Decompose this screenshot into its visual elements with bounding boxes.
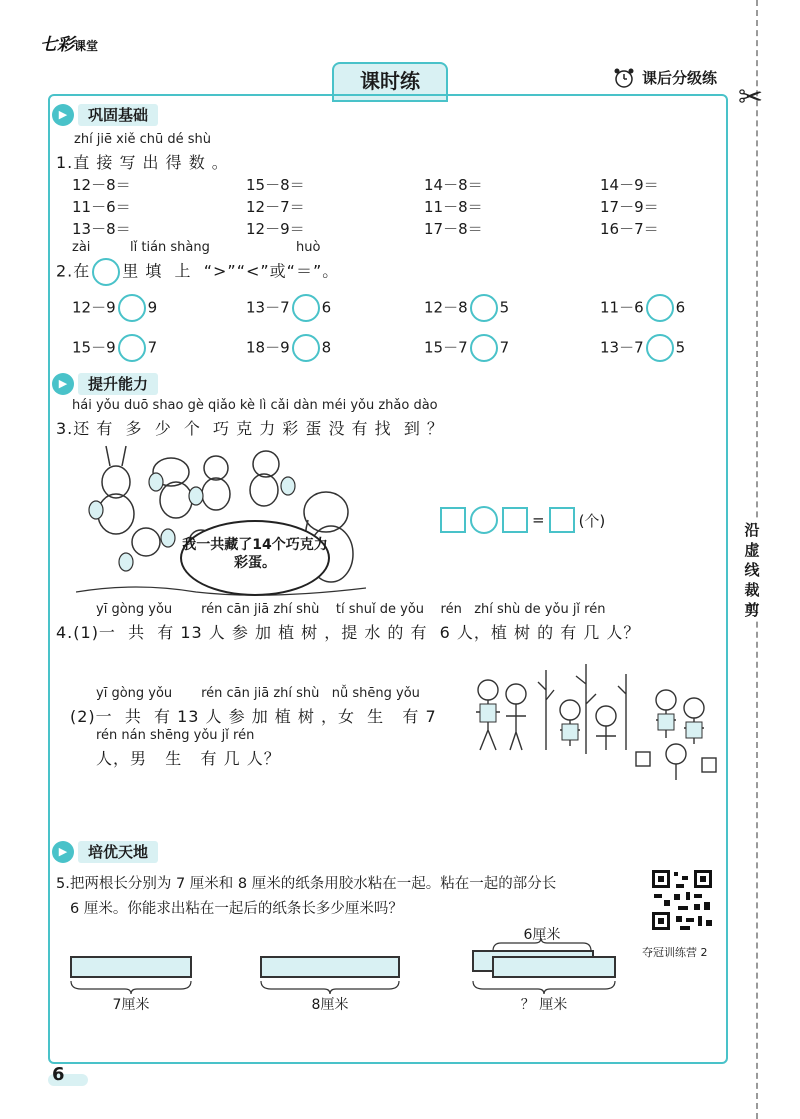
compare-right: 7	[499, 338, 510, 357]
compare-left: 12－9	[72, 298, 116, 317]
strip-8cm	[260, 956, 400, 978]
compare-right: 8	[321, 338, 332, 357]
q2-pinyin: zài	[72, 240, 91, 255]
qr-code-icon[interactable]	[650, 868, 714, 932]
compare-item	[72, 294, 157, 322]
q1-item: 14－9＝	[600, 176, 659, 194]
strip-combined-bottom	[492, 956, 616, 978]
tiered-practice-label	[612, 66, 717, 90]
q1-item: 13－8＝	[72, 220, 131, 238]
section-label: 提升能力	[78, 373, 158, 395]
q4b-pinyin: yī gòng yǒu rén cān jiā zhí shù nǚ shēng yǒu	[96, 686, 420, 701]
q1-item: 12－8＝	[72, 176, 131, 194]
compare-left: 11－6	[600, 298, 644, 317]
compare-right: 5	[675, 338, 686, 357]
unit-label: (个)	[578, 511, 606, 530]
q1-item: 16－7＝	[600, 220, 659, 238]
q2-prompt	[56, 258, 339, 286]
answer-circle-sample	[92, 258, 120, 286]
operator-circle[interactable]	[470, 506, 498, 534]
q4c-pinyin: rén nán shēng yǒu jǐ rén	[96, 728, 255, 743]
compare-item	[600, 334, 685, 362]
alarm-clock-icon	[612, 66, 636, 90]
compare-circle[interactable]	[118, 334, 146, 362]
q1-item: 11－8＝	[424, 198, 483, 216]
section-header-advanced	[52, 840, 158, 864]
q2-suffix: 里 填 上 “>”“<”或“＝”。	[122, 261, 340, 281]
tree-planting-illustration	[466, 660, 722, 784]
q2-pinyin: lǐ tián shàng	[130, 240, 210, 255]
compare-item	[72, 334, 157, 362]
compare-item	[424, 334, 509, 362]
speech-bubble	[180, 520, 330, 596]
tiered-label-text: 课后分级练	[642, 69, 718, 87]
compare-item	[600, 294, 685, 322]
compare-circle[interactable]	[292, 334, 320, 362]
compare-circle[interactable]	[646, 294, 674, 322]
section-header-ability	[52, 372, 158, 396]
bubble-text: 我一共藏了14个巧克力彩蛋。	[182, 537, 328, 571]
compare-left: 15－9	[72, 338, 116, 357]
strip-8cm-label: 8厘米	[311, 997, 349, 1013]
compare-circle[interactable]	[292, 294, 320, 322]
compare-right: 6	[675, 298, 686, 317]
answer-box[interactable]	[549, 507, 575, 533]
play-icon: ▶	[52, 104, 74, 126]
qr-caption: 夺冠训练营 2	[642, 946, 708, 959]
section-label: 培优天地	[78, 841, 158, 863]
page-number: 6	[52, 1064, 65, 1085]
q5-prompt-line1: 5.把两根长分别为 7 厘米和 8 厘米的纸条用胶水粘在一起。粘在一起的部分长	[56, 876, 557, 892]
q3-prompt: 3.还 有 多 少 个 巧 克 力 彩 蛋 没 有 找 到 ？	[56, 419, 444, 438]
q2-pinyin: huò	[296, 240, 321, 255]
compare-left: 13－7	[246, 298, 290, 317]
q1-item: 17－8＝	[424, 220, 483, 238]
q1-item: 17－9＝	[600, 198, 659, 216]
q4a-prompt: 4.(1)一 共 有 13 人 参 加 植 树 ，提 水 的 有 6 人，植 树 的 有 几 人？	[56, 623, 641, 642]
q1-prompt: 1.直 接 写 出 得 数 。	[56, 153, 229, 172]
compare-left: 12－8	[424, 298, 468, 317]
compare-item	[424, 294, 509, 322]
compare-left: 18－9	[246, 338, 290, 357]
brand-logo	[40, 30, 98, 55]
q4a-pinyin: yī gòng yǒu rén cān jiā zhí shù tí shuǐ de yǒu rén zhí shù de yǒu jǐ rén	[96, 602, 606, 617]
brand-name: 七彩	[40, 35, 74, 55]
scissors-icon: ✂	[738, 80, 764, 115]
q1-item: 14－8＝	[424, 176, 483, 194]
compare-circle[interactable]	[470, 294, 498, 322]
compare-right: 7	[147, 338, 158, 357]
q4b-prompt: (2)一 共 有 13 人 参 加 植 树 ，女 生 有 7	[70, 707, 437, 726]
compare-circle[interactable]	[646, 334, 674, 362]
compare-circle[interactable]	[118, 294, 146, 322]
play-icon: ▶	[52, 373, 74, 395]
strip-7cm-label: 7厘米	[112, 997, 150, 1013]
brace-total	[472, 980, 616, 994]
overlap-label: 6厘米	[523, 927, 561, 943]
q3-pinyin: hái yǒu duō shao gè qiǎo kè lì cǎi dàn méi yǒu zhǎo dào	[72, 398, 438, 413]
q2-prefix: 2.在	[56, 261, 91, 281]
q1-item: 15－8＝	[246, 176, 305, 194]
brand-sub: 课堂	[74, 39, 99, 53]
brace-8cm	[260, 980, 400, 994]
q1-item: 12－7＝	[246, 198, 305, 216]
compare-left: 13－7	[600, 338, 644, 357]
q1-item: 11－6＝	[72, 198, 131, 216]
compare-item	[246, 294, 331, 322]
play-icon: ▶	[52, 841, 74, 863]
answer-box[interactable]	[440, 507, 466, 533]
q4c-prompt: 人，男 生 有 几 人？	[96, 749, 281, 768]
equals-sign: =	[532, 511, 545, 529]
q1-item: 12－9＝	[246, 220, 305, 238]
compare-right: 9	[147, 298, 158, 317]
section-header-basics	[52, 103, 158, 127]
cut-instruction: 沿虚线裁剪	[742, 520, 762, 620]
compare-right: 6	[321, 298, 332, 317]
q1-pinyin: zhí jiē xiě chū dé shù	[74, 132, 211, 147]
total-length-label: ？ 厘米	[520, 997, 568, 1013]
compare-right: 5	[499, 298, 510, 317]
strip-7cm	[70, 956, 192, 978]
page-title: 课时练	[332, 62, 448, 102]
compare-item	[246, 334, 331, 362]
compare-left: 15－7	[424, 338, 468, 357]
answer-box[interactable]	[502, 507, 528, 533]
q3-answer-row	[440, 506, 605, 534]
brace-7cm	[70, 980, 192, 994]
q5-prompt-line2: 6 厘米。你能求出粘在一起后的纸条长多少厘米吗？	[70, 901, 403, 917]
compare-circle[interactable]	[470, 334, 498, 362]
section-label: 巩固基础	[78, 104, 158, 126]
